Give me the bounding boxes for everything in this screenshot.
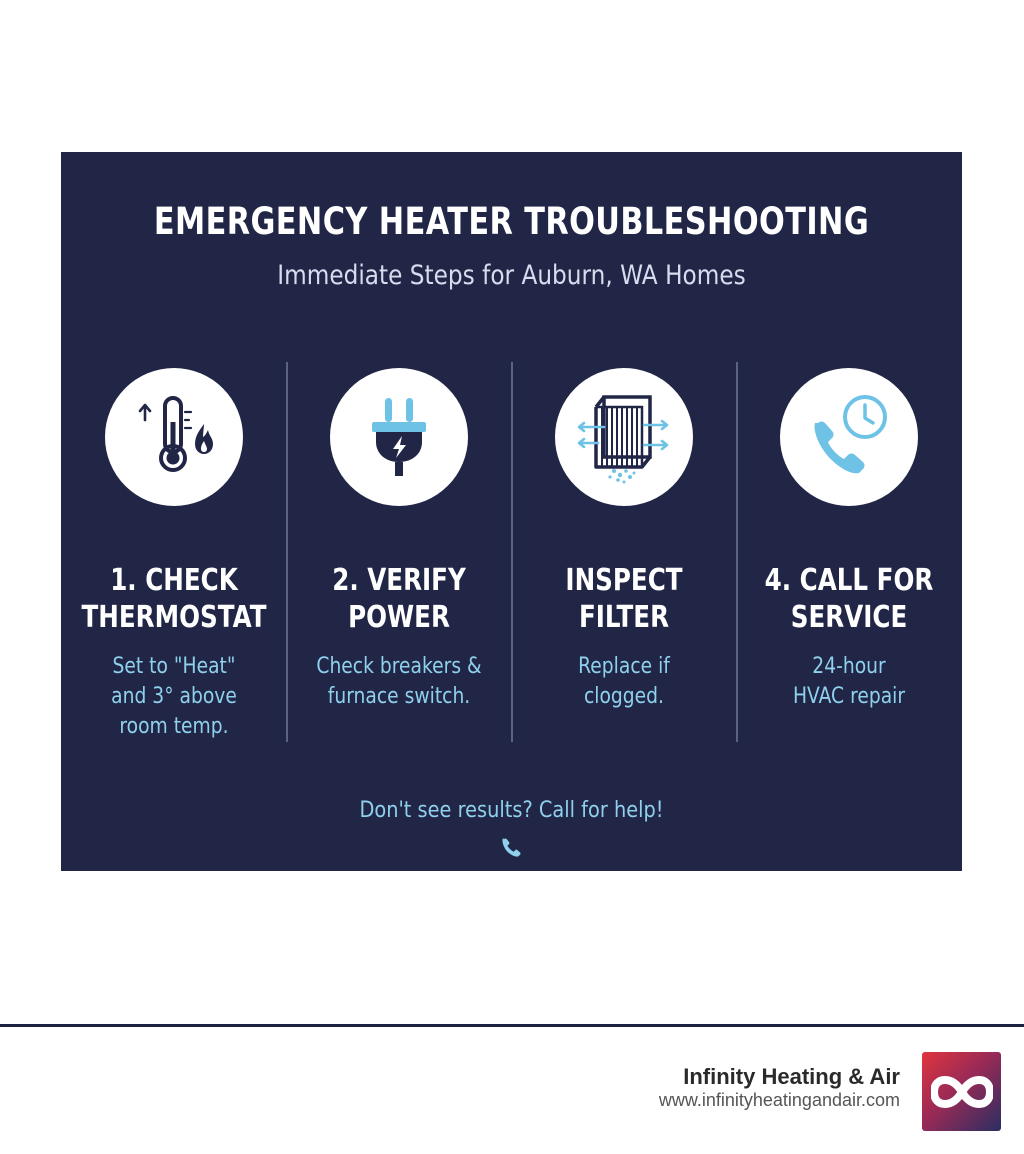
infinity-logo-icon bbox=[922, 1052, 1001, 1131]
step-inspect-filter bbox=[511, 368, 737, 712]
step-description: 24-hour HVAC repair bbox=[792, 654, 906, 709]
air-filter-icon bbox=[574, 387, 674, 487]
step-icon-circle bbox=[330, 368, 468, 506]
card-subtitle: Immediate Steps for Auburn, WA Homes bbox=[277, 260, 746, 291]
thermostat-icon bbox=[129, 392, 219, 482]
power-plug-icon bbox=[354, 392, 444, 482]
step-call-for-service bbox=[736, 368, 962, 712]
step-icon-circle bbox=[105, 368, 243, 506]
step-check-thermostat bbox=[61, 368, 287, 742]
phone-clock-icon bbox=[801, 389, 897, 485]
step-description: Set to "Heat" and 3° above room temp. bbox=[111, 654, 237, 739]
step-title: 2. VERIFY POWER bbox=[332, 563, 466, 635]
card-title: EMERGENCY HEATER TROUBLESHOOTING bbox=[153, 200, 870, 243]
call-for-help-text: Don't see results? Call for help! bbox=[359, 798, 664, 823]
step-description: Replace if clogged. bbox=[578, 654, 670, 709]
step-icon-circle bbox=[780, 368, 918, 506]
step-verify-power bbox=[286, 368, 512, 712]
troubleshooting-card bbox=[61, 152, 962, 871]
brand-name: Infinity Heating & Air bbox=[683, 1064, 900, 1089]
step-description: Check breakers & furnace switch. bbox=[316, 654, 482, 709]
footer-divider bbox=[0, 1024, 1024, 1027]
phone-icon bbox=[499, 832, 525, 860]
step-title: INSPECT FILTER bbox=[565, 563, 683, 635]
brand-url[interactable]: www.infinityheatingandair.com bbox=[658, 1090, 900, 1110]
step-title: 1. CHECK THERMOSTAT bbox=[81, 563, 267, 635]
step-icon-circle bbox=[555, 368, 693, 506]
step-title: 4. CALL FOR SERVICE bbox=[764, 563, 934, 635]
